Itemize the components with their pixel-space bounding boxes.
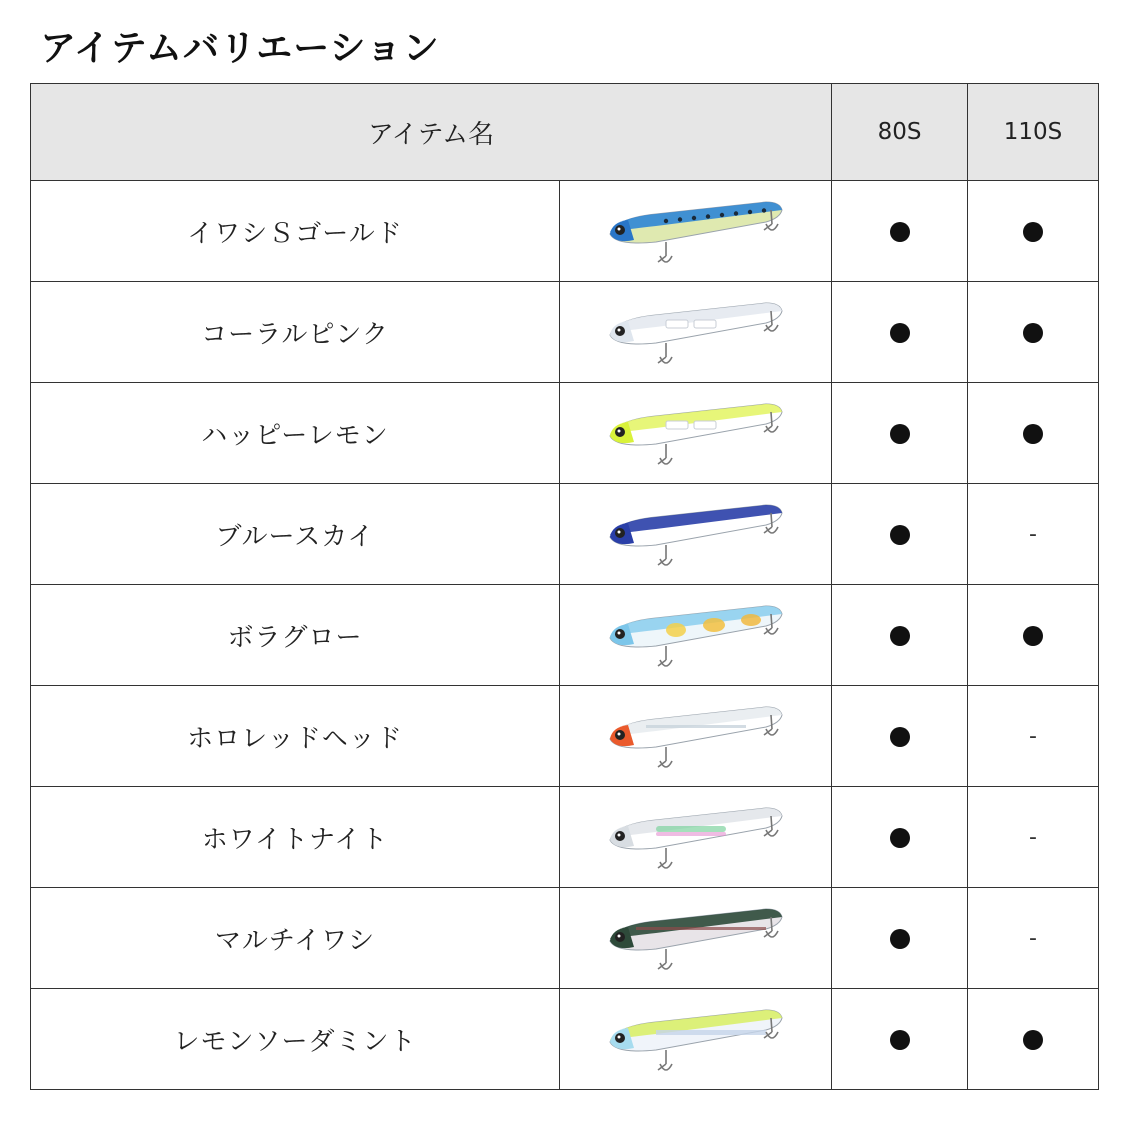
table-row — [31, 686, 1099, 787]
availability-80s — [832, 787, 968, 888]
availability-110s — [968, 181, 1099, 282]
available-dot — [890, 626, 910, 646]
lure-image — [596, 186, 796, 276]
availability-80s — [832, 989, 968, 1090]
available-dot — [890, 424, 910, 444]
table-header-row — [31, 84, 1099, 181]
availability-110s — [968, 686, 1099, 787]
item-name: ホロレッドヘッド — [31, 686, 560, 787]
lure-image — [596, 691, 796, 781]
lure-image — [596, 489, 796, 579]
lure-image-cell — [560, 787, 832, 888]
availability-80s — [832, 484, 968, 585]
lure-image — [596, 287, 796, 377]
available-dot — [890, 929, 910, 949]
available-dot — [890, 525, 910, 545]
available-dot — [890, 222, 910, 242]
table-row — [31, 989, 1099, 1090]
lure-image-cell — [560, 181, 832, 282]
availability-110s — [968, 989, 1099, 1090]
available-dot — [1023, 323, 1043, 343]
lure-image — [596, 994, 796, 1084]
availability-80s — [832, 585, 968, 686]
available-dot — [890, 1030, 910, 1050]
unavailable-dash: - — [1029, 925, 1037, 951]
item-name: ボラグロー — [31, 585, 560, 686]
available-dot — [1023, 424, 1043, 444]
availability-110s — [968, 282, 1099, 383]
item-name: マルチイワシ — [31, 888, 560, 989]
unavailable-dash: - — [1029, 723, 1037, 749]
item-name: ホワイトナイト — [31, 787, 560, 888]
lure-image — [596, 590, 796, 680]
lure-image-cell — [560, 989, 832, 1090]
unavailable-dash: - — [1029, 824, 1037, 850]
available-dot — [890, 828, 910, 848]
lure-image-cell — [560, 585, 832, 686]
lure-image — [596, 792, 796, 882]
available-dot — [890, 727, 910, 747]
item-name: イワシＳゴールド — [31, 181, 560, 282]
available-dot — [1023, 1030, 1043, 1050]
table-row — [31, 383, 1099, 484]
availability-80s — [832, 383, 968, 484]
available-dot — [1023, 626, 1043, 646]
availability-80s — [832, 686, 968, 787]
table-row — [31, 787, 1099, 888]
table-row — [31, 181, 1099, 282]
header-size-80s: 80S — [832, 84, 968, 181]
lure-image-cell — [560, 484, 832, 585]
available-dot — [890, 323, 910, 343]
table-row — [31, 888, 1099, 989]
header-size-110s: 110S — [968, 84, 1099, 181]
availability-80s — [832, 181, 968, 282]
item-name: ブルースカイ — [31, 484, 560, 585]
lure-image-cell — [560, 383, 832, 484]
availability-110s — [968, 484, 1099, 585]
lure-image — [596, 388, 796, 478]
lure-image-cell — [560, 686, 832, 787]
item-name: ハッピーレモン — [31, 383, 560, 484]
header-item-name: アイテム名 — [31, 84, 832, 181]
table-row — [31, 585, 1099, 686]
item-name: レモンソーダミント — [31, 989, 560, 1090]
lure-image-cell — [560, 282, 832, 383]
availability-80s — [832, 282, 968, 383]
available-dot — [1023, 222, 1043, 242]
availability-110s — [968, 585, 1099, 686]
availability-80s — [832, 888, 968, 989]
availability-110s — [968, 383, 1099, 484]
page-title: アイテムバリエーション — [40, 28, 440, 69]
table-row — [31, 484, 1099, 585]
availability-110s — [968, 888, 1099, 989]
unavailable-dash: - — [1029, 521, 1037, 547]
table-row — [31, 282, 1099, 383]
item-variation-table — [30, 83, 1099, 1090]
availability-110s — [968, 787, 1099, 888]
lure-image — [596, 893, 796, 983]
item-name: コーラルピンク — [31, 282, 560, 383]
lure-image-cell — [560, 888, 832, 989]
